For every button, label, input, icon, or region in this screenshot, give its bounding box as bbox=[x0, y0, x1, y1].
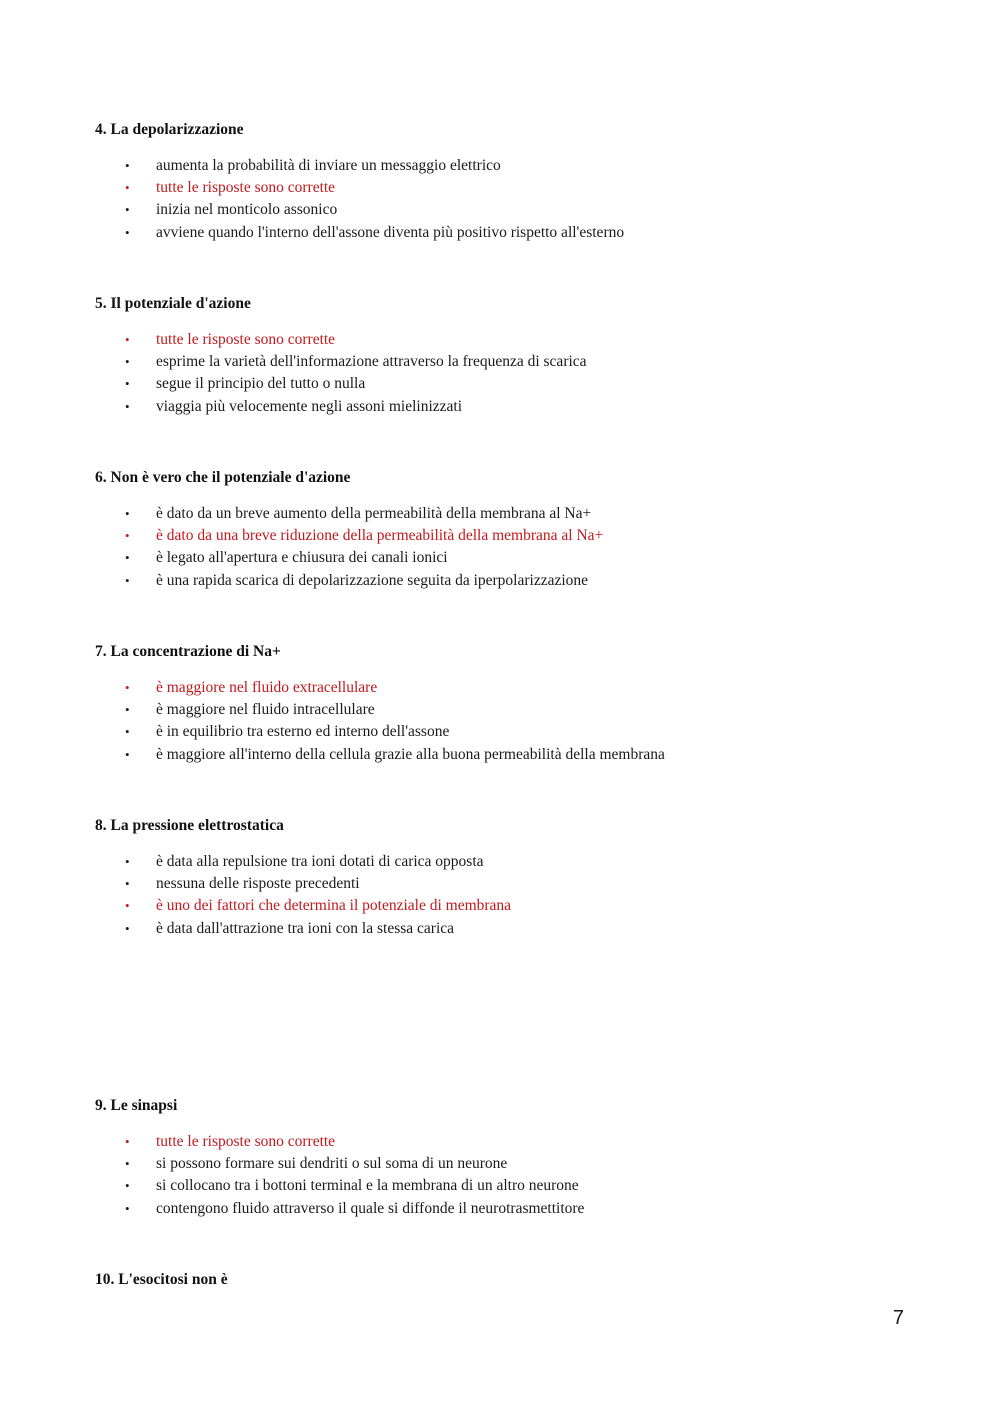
answer-option bbox=[95, 1175, 895, 1197]
answer-option bbox=[95, 1153, 895, 1175]
question-title: 9. Le sinapsi bbox=[95, 1097, 178, 1114]
bullet-icon: • bbox=[125, 1156, 130, 1172]
question-title: 6. Non è vero che il potenziale d'azione bbox=[95, 469, 351, 486]
question-4 bbox=[95, 120, 895, 244]
bullet-icon: • bbox=[125, 528, 130, 544]
bullet-icon: • bbox=[125, 202, 130, 218]
answer-option bbox=[95, 222, 895, 244]
answer-option bbox=[95, 373, 895, 395]
answer-list bbox=[95, 677, 895, 766]
bullet-icon: • bbox=[125, 506, 130, 521]
answer-text: è legato all'apertura e chiusura dei canali ionici bbox=[156, 549, 448, 567]
answer-option bbox=[95, 699, 895, 721]
question-7 bbox=[95, 642, 895, 766]
answer-text: nessuna delle risposte precedenti bbox=[156, 875, 360, 893]
answer-option bbox=[95, 329, 895, 351]
answer-option bbox=[95, 744, 895, 766]
bullet-icon: • bbox=[125, 920, 130, 936]
bullet-icon: • bbox=[125, 898, 130, 914]
answer-option bbox=[95, 547, 895, 569]
question-9 bbox=[95, 1096, 895, 1220]
answer-option bbox=[95, 851, 895, 873]
answer-list bbox=[95, 503, 895, 592]
answer-option bbox=[95, 396, 895, 418]
bullet-icon: • bbox=[125, 1134, 130, 1149]
answer-option bbox=[95, 1198, 895, 1220]
answer-option bbox=[95, 525, 895, 547]
question-5 bbox=[95, 294, 895, 418]
answer-option bbox=[95, 895, 895, 917]
bullet-icon: • bbox=[125, 398, 130, 414]
bullet-icon: • bbox=[125, 854, 130, 869]
bullet-icon: • bbox=[125, 876, 130, 892]
answer-text: è data alla repulsione tra ioni dotati di carica opposta bbox=[156, 853, 484, 870]
answer-option bbox=[95, 721, 895, 743]
answer-option bbox=[95, 351, 895, 373]
bullet-icon: • bbox=[125, 158, 130, 173]
answer-text: è in equilibrio tra esterno ed interno dell'assone bbox=[156, 723, 450, 741]
question-8 bbox=[95, 816, 895, 940]
question-title: 8. La pressione elettrostatica bbox=[95, 817, 284, 834]
bullet-icon: • bbox=[125, 680, 130, 695]
answer-text: inizia nel monticolo assonico bbox=[156, 201, 338, 219]
answer-text: si possono formare sui dendriti o sul soma di un neurone bbox=[156, 1155, 508, 1173]
answer-list bbox=[95, 329, 895, 418]
answer-option bbox=[95, 1131, 895, 1153]
question-title: 4. La depolarizzazione bbox=[95, 121, 244, 138]
answer-option bbox=[95, 155, 895, 177]
answer-option bbox=[95, 570, 895, 592]
answer-text: esprime la varietà dell'informazione attraverso la frequenza di scarica bbox=[156, 353, 587, 371]
answer-text: si collocano tra i bottoni terminal e la membrana di un altro neurone bbox=[156, 1177, 579, 1195]
bullet-icon: • bbox=[125, 572, 130, 588]
bullet-icon: • bbox=[125, 702, 130, 718]
question-title: 5. Il potenziale d'azione bbox=[95, 295, 251, 312]
answer-text: è dato da una breve riduzione della permeabilità della membrana al Na+ bbox=[156, 527, 604, 545]
question-10 bbox=[95, 1270, 895, 1290]
answer-text: tutte le risposte sono corrette bbox=[156, 331, 336, 348]
answer-text: tutte le risposte sono corrette bbox=[156, 1133, 336, 1150]
answer-text: è maggiore nel fluido extracellulare bbox=[156, 679, 378, 696]
answer-option bbox=[95, 177, 895, 199]
answer-option bbox=[95, 677, 895, 699]
answer-list bbox=[95, 155, 895, 244]
bullet-icon: • bbox=[125, 1200, 130, 1216]
bullet-icon: • bbox=[125, 332, 130, 347]
answer-option bbox=[95, 199, 895, 221]
bullet-icon: • bbox=[125, 746, 130, 762]
answer-text: è maggiore nel fluido intracellulare bbox=[156, 701, 375, 719]
answer-text: è maggiore all'interno della cellula grazie alla buona permeabilità della membrana bbox=[156, 745, 665, 763]
question-title: 10. L'esocitosi non è bbox=[95, 1271, 228, 1288]
bullet-icon: • bbox=[125, 550, 130, 566]
bullet-icon: • bbox=[125, 180, 130, 196]
answer-text: viaggia più velocemente negli assoni mielinizzati bbox=[156, 397, 463, 415]
bullet-icon: • bbox=[125, 354, 130, 370]
answer-text: avviene quando l'interno dell'assone diventa più positivo rispetto all'esterno bbox=[156, 223, 625, 241]
answer-list bbox=[95, 851, 895, 940]
answer-text: è dato da un breve aumento della permeabilità della membrana al Na+ bbox=[156, 505, 592, 522]
answer-list bbox=[95, 1131, 895, 1220]
answer-text: è una rapida scarica di depolarizzazione seguita da iperpolarizzazione bbox=[156, 571, 589, 589]
answer-option bbox=[95, 918, 895, 940]
answer-text: contengono fluido attraverso il quale si diffonde il neurotrasmettitore bbox=[156, 1199, 585, 1217]
question-6 bbox=[95, 468, 895, 592]
page-number: 7 bbox=[892, 1307, 904, 1329]
answer-option bbox=[95, 873, 895, 895]
answer-text: è uno dei fattori che determina il potenziale di membrana bbox=[156, 897, 512, 915]
answer-text: aumenta la probabilità di inviare un messaggio elettrico bbox=[156, 157, 501, 174]
bullet-icon: • bbox=[125, 1178, 130, 1194]
bullet-icon: • bbox=[125, 224, 130, 240]
answer-option bbox=[95, 503, 895, 525]
answer-text: tutte le risposte sono corrette bbox=[156, 179, 336, 197]
bullet-icon: • bbox=[125, 724, 130, 740]
answer-text: è data dall'attrazione tra ioni con la stessa carica bbox=[156, 919, 455, 937]
bullet-icon: • bbox=[125, 376, 130, 392]
question-title: 7. La concentrazione di Na+ bbox=[95, 643, 281, 660]
answer-text: segue il principio del tutto o nulla bbox=[156, 375, 366, 393]
